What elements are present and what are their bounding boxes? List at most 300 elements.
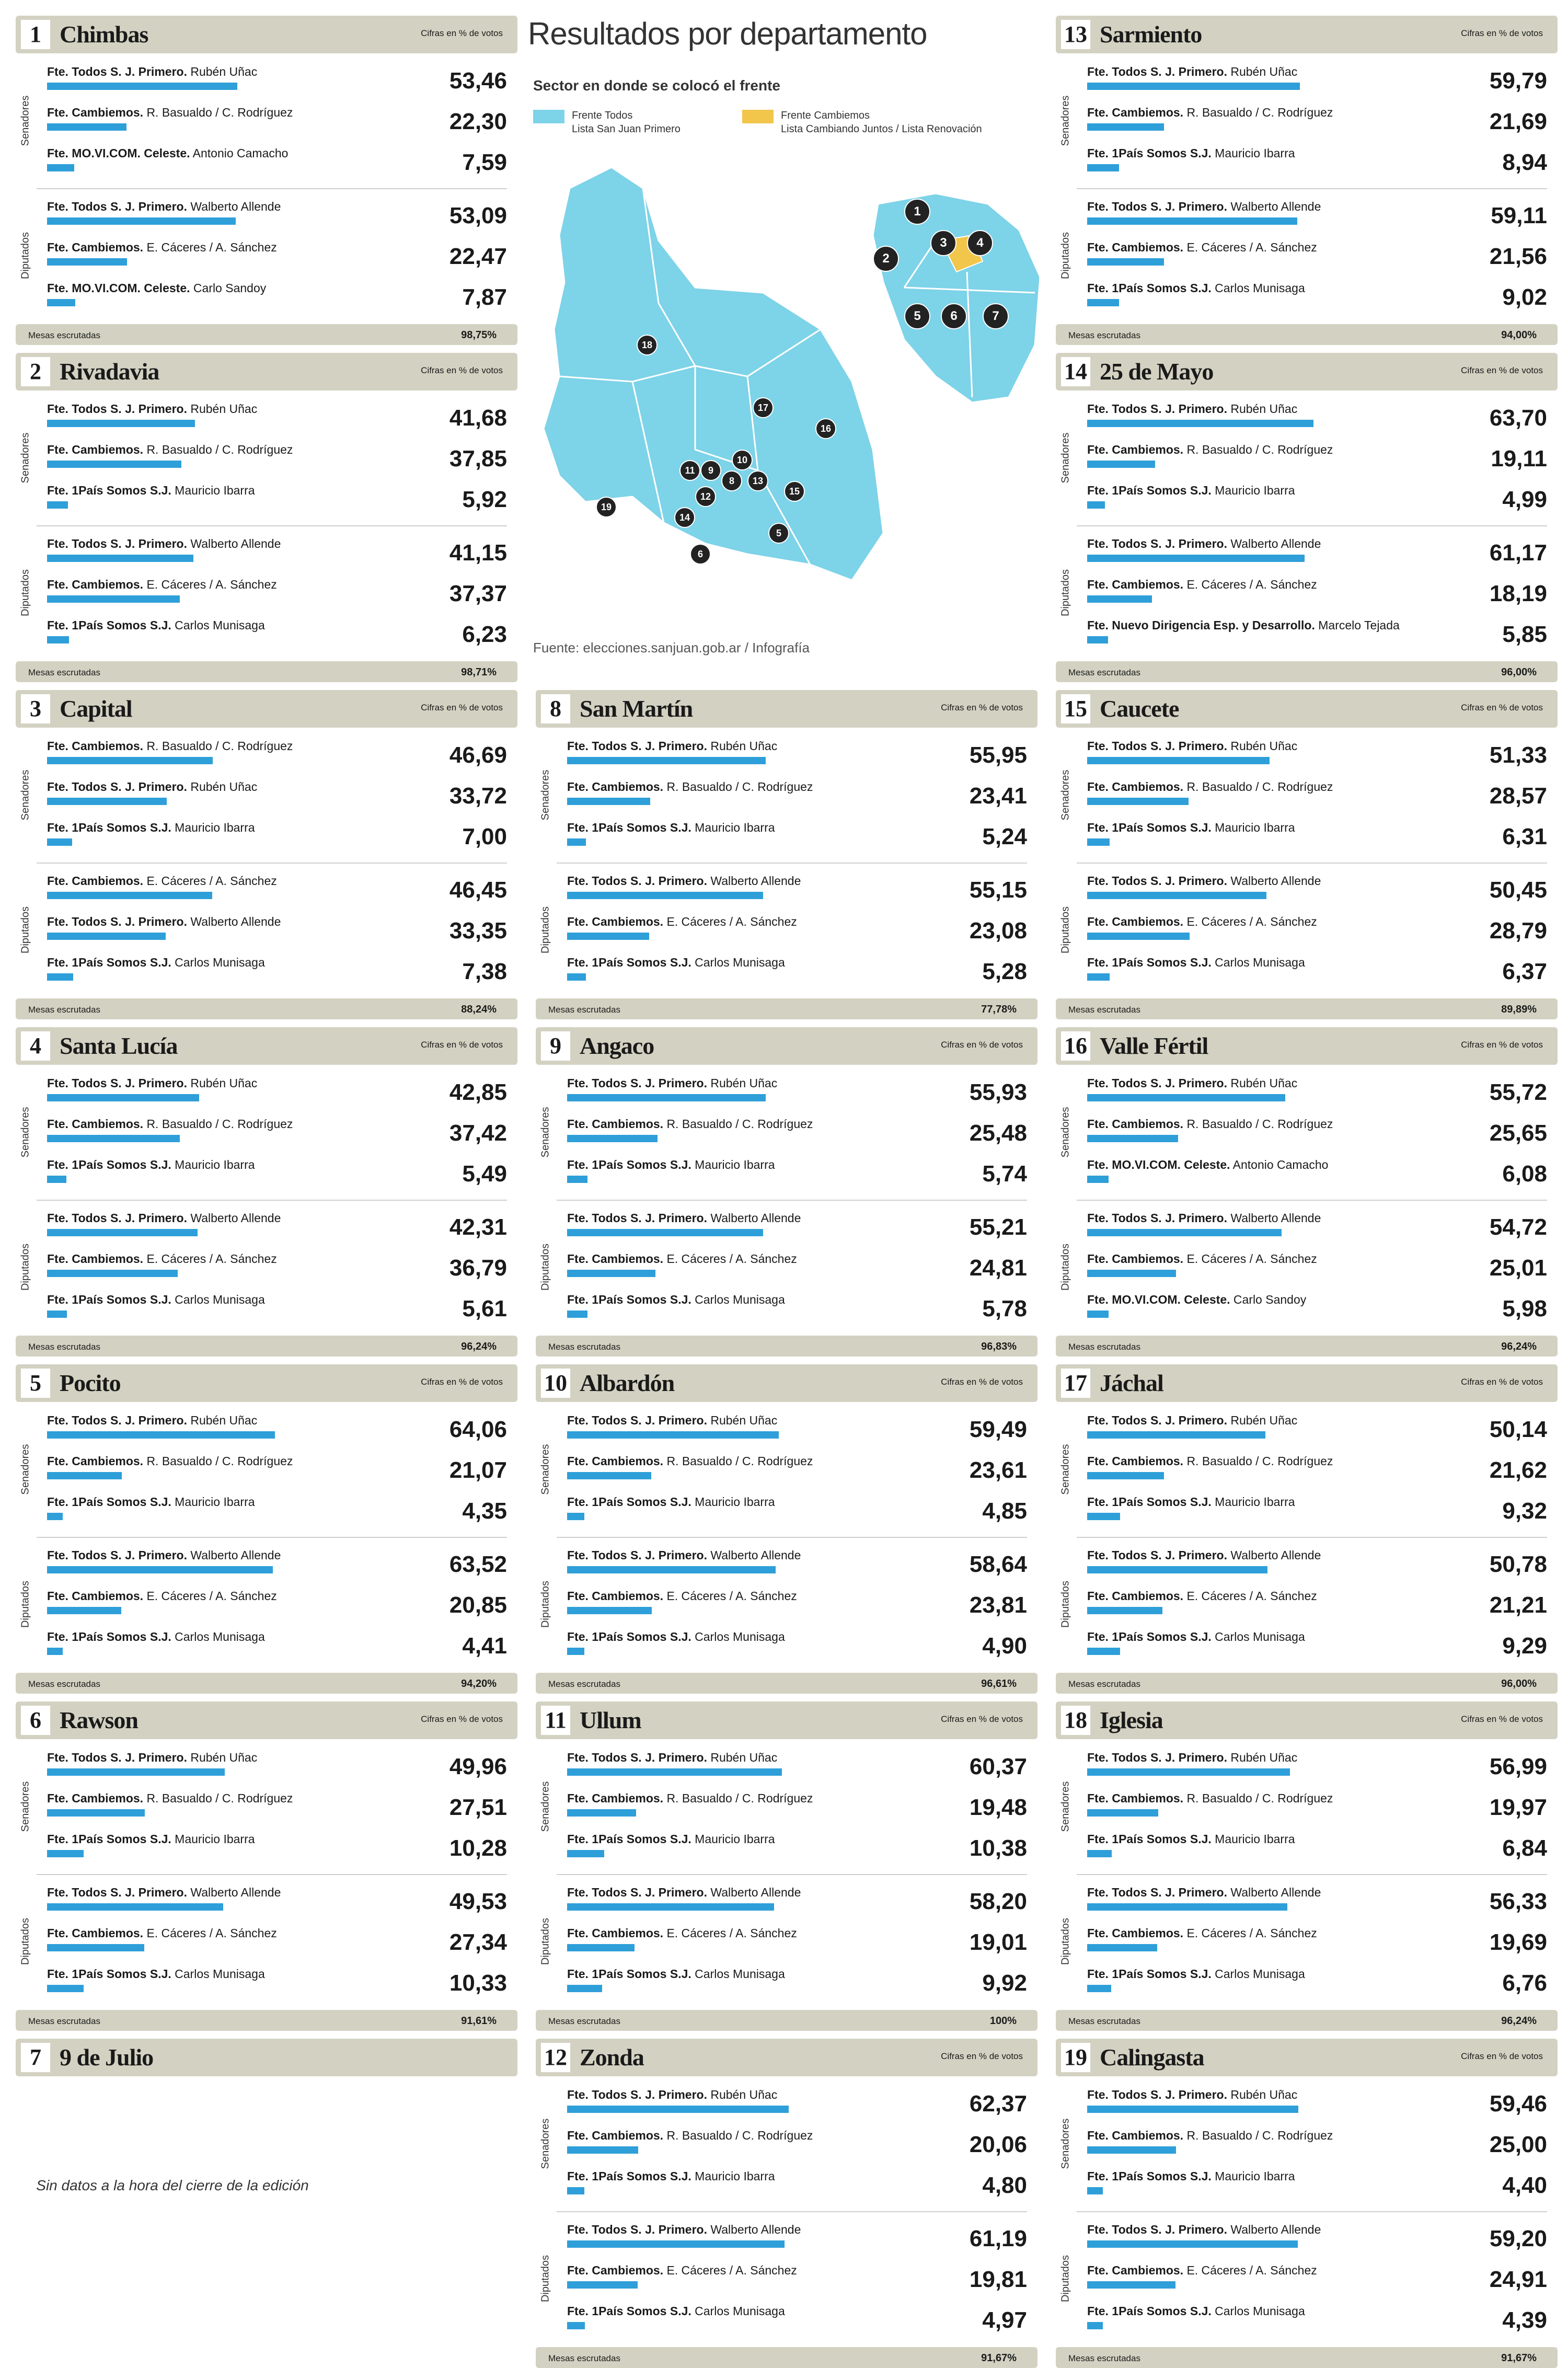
group-label xyxy=(536,863,556,997)
party-name: Fte. Cambiemos. xyxy=(567,780,664,794)
legend-cambiemos-sub: Lista Cambiando Juntos / Lista Renovación xyxy=(781,123,982,135)
group-label xyxy=(16,188,36,323)
candidate-label xyxy=(47,1454,293,1468)
group-label xyxy=(1056,1402,1076,1537)
candidate-name: E. Cáceres / A. Sánchez xyxy=(666,1926,797,1940)
result-row xyxy=(567,1293,1027,1328)
candidate-name: Carlos Munisaga xyxy=(175,618,265,632)
candidate-name: R. Basualdo / C. Rodríguez xyxy=(146,443,293,456)
cifras-label: Cifras en % de votos xyxy=(421,365,503,375)
result-row xyxy=(1087,1548,1547,1584)
group-label-text: Diputados xyxy=(19,232,31,280)
mesas-label: Mesas escrutadas xyxy=(548,1005,620,1015)
department-number: 1 xyxy=(21,20,50,49)
department-name: Zonda xyxy=(580,2044,644,2071)
party-name: Fte. Todos S. J. Primero. xyxy=(1087,1076,1227,1090)
group-label xyxy=(1056,2076,1076,2211)
result-value: 9,02 xyxy=(1502,284,1547,310)
candidate-name: E. Cáceres / A. Sánchez xyxy=(1186,578,1317,591)
candidate-label xyxy=(47,1252,277,1266)
party-name: Fte. 1País Somos S.J. xyxy=(567,1832,691,1846)
map-marker-17: 17 xyxy=(753,397,774,418)
candidate-name: Walberto Allende xyxy=(1230,537,1321,550)
result-value: 51,33 xyxy=(1489,742,1547,768)
candidate-label xyxy=(567,874,801,888)
candidate-name: Marcelo Tejada xyxy=(1318,618,1400,632)
diputados-group xyxy=(536,1537,1037,1672)
department-header xyxy=(536,1364,1037,1402)
candidate-name: Walberto Allende xyxy=(1230,200,1321,213)
result-row xyxy=(47,200,507,235)
mesas-footer xyxy=(1056,661,1558,682)
candidate-name: Antonio Camacho xyxy=(192,146,289,160)
senadores-group xyxy=(1056,53,1558,188)
candidate-name: Carlos Munisaga xyxy=(175,956,265,969)
result-bar xyxy=(567,2322,585,2329)
party-name: Fte. Cambiemos. xyxy=(1087,106,1184,119)
result-row xyxy=(47,146,507,182)
party-name: Fte. 1País Somos S.J. xyxy=(1087,821,1212,834)
result-row xyxy=(567,2263,1027,2299)
result-value: 21,62 xyxy=(1489,1457,1547,1483)
candidate-label xyxy=(567,1495,775,1509)
result-value: 24,81 xyxy=(969,1255,1027,1281)
result-value: 63,70 xyxy=(1489,405,1547,431)
result-bar xyxy=(567,1850,604,1857)
group-label xyxy=(16,525,36,660)
party-name: Fte. Cambiemos. xyxy=(567,1589,664,1603)
result-value: 22,30 xyxy=(449,109,507,134)
senadores-group xyxy=(16,1739,517,1874)
result-row xyxy=(1087,1630,1547,1665)
result-row xyxy=(1087,146,1547,182)
candidate-label xyxy=(47,443,293,457)
candidate-name: Walberto Allende xyxy=(190,915,281,928)
result-row xyxy=(47,874,507,910)
result-row xyxy=(1087,1158,1547,1193)
candidate-label xyxy=(567,1454,813,1468)
department-number: 17 xyxy=(1061,1369,1090,1398)
department-number: 5 xyxy=(21,1369,50,1398)
result-row xyxy=(1087,106,1547,141)
department-card xyxy=(1056,1027,1558,1357)
candidate-name: E. Cáceres / A. Sánchez xyxy=(1186,1926,1317,1940)
result-value: 55,95 xyxy=(969,742,1027,768)
result-row xyxy=(567,1211,1027,1247)
party-name: Fte. Cambiemos. xyxy=(1087,2263,1184,2277)
result-row xyxy=(567,1495,1027,1531)
candidate-label xyxy=(1087,578,1317,592)
candidate-label xyxy=(1087,2169,1295,2183)
party-name: Fte. Cambiemos. xyxy=(47,1926,144,1940)
candidate-name: Walberto Allende xyxy=(1230,874,1321,888)
result-row xyxy=(1087,443,1547,478)
result-row xyxy=(1087,1495,1547,1531)
candidate-label xyxy=(1087,1495,1295,1509)
group-divider xyxy=(557,1874,1027,1875)
result-bar xyxy=(567,1513,584,1520)
result-row xyxy=(567,1117,1027,1153)
result-bar xyxy=(567,1472,651,1479)
result-value: 55,93 xyxy=(969,1079,1027,1105)
group-label xyxy=(16,1537,36,1672)
department-header xyxy=(1056,1364,1558,1402)
department-card xyxy=(536,2039,1037,2368)
group-label-text: Senadores xyxy=(1059,95,1071,146)
result-bar xyxy=(1087,1566,1267,1573)
legend-cambiemos-name: Frente Cambiemos xyxy=(781,110,870,121)
department-name: Santa Lucía xyxy=(60,1032,178,1059)
group-label xyxy=(1056,390,1076,525)
candidate-name: Mauricio Ibarra xyxy=(175,484,255,497)
mesas-footer xyxy=(1056,324,1558,345)
party-name: Fte. 1País Somos S.J. xyxy=(1087,1495,1212,1509)
result-bar xyxy=(1087,798,1189,805)
candidate-name: E. Cáceres / A. Sánchez xyxy=(146,1926,277,1940)
result-value: 59,46 xyxy=(1489,2091,1547,2117)
party-name: Fte. Todos S. J. Primero. xyxy=(47,915,187,928)
map-marker-15: 15 xyxy=(784,481,805,502)
department-card xyxy=(1056,16,1558,345)
mesas-footer xyxy=(536,1336,1037,1357)
candidate-label xyxy=(47,1117,293,1131)
result-value: 23,81 xyxy=(969,1592,1027,1618)
department-name: San Martín xyxy=(580,695,693,722)
result-row xyxy=(1087,618,1547,654)
senadores-group xyxy=(16,390,517,525)
result-row xyxy=(567,1791,1027,1827)
group-label-text: Diputados xyxy=(19,1580,31,1628)
candidate-name: E. Cáceres / A. Sánchez xyxy=(666,915,797,928)
department-card xyxy=(1056,2039,1558,2368)
legend-todos-name: Frente Todos xyxy=(572,110,633,121)
san-juan-map xyxy=(538,157,1056,638)
result-row xyxy=(567,1589,1027,1625)
candidate-name: E. Cáceres / A. Sánchez xyxy=(146,874,277,888)
result-value: 7,38 xyxy=(462,959,507,984)
result-bar xyxy=(1087,501,1105,509)
candidate-name: R. Basualdo / C. Rodríguez xyxy=(146,1454,293,1468)
result-bar xyxy=(1087,258,1164,266)
candidate-name: Walberto Allende xyxy=(710,874,801,888)
result-row xyxy=(47,1117,507,1153)
map-marker-12: 12 xyxy=(695,486,716,507)
result-bar xyxy=(1087,1850,1112,1857)
result-value: 19,97 xyxy=(1489,1795,1547,1820)
party-name: Fte. Cambiemos. xyxy=(1087,1454,1184,1468)
candidate-name: E. Cáceres / A. Sánchez xyxy=(1186,1252,1317,1266)
party-name: Fte. 1País Somos S.J. xyxy=(1087,146,1212,160)
candidate-name: R. Basualdo / C. Rodríguez xyxy=(146,739,293,753)
party-name: Fte. MO.VI.COM. Celeste. xyxy=(47,146,190,160)
result-value: 49,96 xyxy=(449,1754,507,1779)
candidate-name: Carlos Munisaga xyxy=(1215,956,1305,969)
result-row xyxy=(47,65,507,100)
candidate-label xyxy=(47,1630,265,1644)
result-row xyxy=(1087,1117,1547,1153)
result-bar xyxy=(1087,1513,1120,1520)
result-value: 5,74 xyxy=(982,1161,1027,1187)
department-number: 19 xyxy=(1061,2043,1090,2072)
result-row xyxy=(47,578,507,613)
party-name: Fte. Todos S. J. Primero. xyxy=(567,739,707,753)
result-bar xyxy=(1087,164,1119,171)
party-name: Fte. Todos S. J. Primero. xyxy=(47,1413,187,1427)
candidate-label xyxy=(567,1791,813,1806)
department-name: Pocito xyxy=(60,1370,121,1396)
party-name: Fte. Cambiemos. xyxy=(567,915,664,928)
candidate-label xyxy=(567,956,785,970)
result-row xyxy=(567,821,1027,856)
diputados-group xyxy=(1056,1200,1558,1335)
candidate-label xyxy=(47,578,277,592)
mesas-label: Mesas escrutadas xyxy=(28,2016,100,2026)
result-row xyxy=(1087,1832,1547,1868)
result-bar xyxy=(567,1648,584,1655)
result-bar xyxy=(1087,2187,1103,2194)
party-name: Fte. Todos S. J. Primero. xyxy=(1087,1413,1227,1427)
result-value: 25,65 xyxy=(1489,1120,1547,1146)
department-header xyxy=(1056,1027,1558,1065)
group-label-text: Senadores xyxy=(1059,1107,1071,1158)
candidate-label xyxy=(47,402,257,416)
department-name: Rawson xyxy=(60,1707,138,1733)
group-label xyxy=(1056,2211,1076,2346)
group-label xyxy=(536,728,556,863)
result-value: 19,81 xyxy=(969,2267,1027,2292)
candidate-label xyxy=(1087,1630,1305,1644)
result-row xyxy=(1087,2088,1547,2123)
candidate-name: Carlos Munisaga xyxy=(695,1630,785,1643)
candidate-label xyxy=(47,537,281,551)
candidate-name: Carlos Munisaga xyxy=(175,1967,265,1981)
result-row xyxy=(47,443,507,478)
result-value: 61,19 xyxy=(969,2226,1027,2251)
candidate-label xyxy=(47,1293,265,1307)
candidate-name: Rubén Uñac xyxy=(1230,65,1298,78)
result-bar xyxy=(567,1431,779,1439)
candidate-name: Rubén Uñac xyxy=(190,1751,258,1764)
candidate-label xyxy=(47,281,266,295)
result-row xyxy=(567,1967,1027,2003)
cifras-label: Cifras en % de votos xyxy=(1461,703,1543,712)
result-bar xyxy=(1087,217,1297,225)
result-value: 5,28 xyxy=(982,959,1027,984)
map-source: Fuente: elecciones.sanjuan.gob.ar / Infografía xyxy=(533,640,810,656)
result-row xyxy=(47,1211,507,1247)
group-label-text: Diputados xyxy=(539,1243,551,1291)
result-row xyxy=(567,956,1027,991)
candidate-name: E. Cáceres / A. Sánchez xyxy=(666,2263,797,2277)
result-row xyxy=(567,2129,1027,2164)
party-name: Fte. Cambiemos. xyxy=(1087,780,1184,794)
result-bar xyxy=(47,1944,144,1951)
result-value: 4,99 xyxy=(1502,487,1547,512)
result-bar xyxy=(567,1135,658,1142)
result-row xyxy=(47,618,507,654)
mesas-value: 77,78% xyxy=(981,1004,1017,1015)
candidate-label xyxy=(567,915,797,929)
party-name: Fte. 1País Somos S.J. xyxy=(47,821,171,834)
result-bar xyxy=(47,595,180,603)
department-header xyxy=(536,1027,1037,1065)
result-row xyxy=(1087,1454,1547,1490)
department-card xyxy=(536,690,1037,1019)
diputados-group xyxy=(536,2211,1037,2346)
result-bar xyxy=(1087,1472,1164,1479)
map-marker-6: 6 xyxy=(941,303,967,329)
department-header xyxy=(16,2039,517,2076)
candidate-label xyxy=(1087,1886,1321,1900)
cifras-label: Cifras en % de votos xyxy=(941,2051,1023,2061)
candidate-name: Mauricio Ibarra xyxy=(695,2169,775,2183)
group-divider xyxy=(557,1200,1027,1201)
result-row xyxy=(47,1967,507,2003)
result-bar xyxy=(47,892,212,899)
result-row xyxy=(47,1886,507,1921)
group-label xyxy=(16,1065,36,1200)
result-value: 20,06 xyxy=(969,2132,1027,2157)
result-value: 22,47 xyxy=(449,244,507,269)
party-name: Fte. Cambiemos. xyxy=(47,443,144,456)
party-name: Fte. Cambiemos. xyxy=(47,1252,144,1266)
map-subtitle: Sector en donde se colocó el frente xyxy=(533,77,781,94)
result-value: 18,19 xyxy=(1489,581,1547,606)
map-marker-5: 5 xyxy=(904,303,930,329)
department-card xyxy=(536,1364,1037,1694)
department-name: Albardón xyxy=(580,1370,675,1396)
result-row xyxy=(47,1495,507,1531)
result-row xyxy=(1087,402,1547,438)
result-value: 4,40 xyxy=(1502,2172,1547,2198)
result-row xyxy=(567,915,1027,950)
result-bar xyxy=(567,1094,766,1101)
result-value: 5,78 xyxy=(982,1296,1027,1321)
result-bar xyxy=(1087,1648,1120,1655)
result-row xyxy=(1087,484,1547,519)
party-name: Fte. Todos S. J. Primero. xyxy=(567,1548,707,1562)
result-bar xyxy=(47,501,68,509)
senadores-group xyxy=(1056,1739,1558,1874)
party-name: Fte. Todos S. J. Primero. xyxy=(567,1076,707,1090)
result-row xyxy=(567,739,1027,775)
department-header xyxy=(1056,16,1558,53)
result-value: 53,09 xyxy=(449,203,507,228)
cifras-label: Cifras en % de votos xyxy=(941,1377,1023,1387)
result-bar xyxy=(1087,1229,1282,1236)
candidate-name: Walberto Allende xyxy=(1230,1548,1321,1562)
party-name: Fte. Todos S. J. Primero. xyxy=(47,402,187,416)
result-row xyxy=(47,739,507,775)
senadores-group xyxy=(16,53,517,188)
result-row xyxy=(567,1158,1027,1193)
candidate-name: E. Cáceres / A. Sánchez xyxy=(146,1252,277,1266)
result-bar xyxy=(567,1566,776,1573)
candidate-label xyxy=(1087,1252,1317,1266)
group-divider xyxy=(37,525,507,526)
result-value: 36,79 xyxy=(449,1255,507,1281)
result-bar xyxy=(1087,123,1164,131)
candidate-label xyxy=(1087,1751,1297,1765)
group-label xyxy=(1056,525,1076,660)
result-value: 41,68 xyxy=(449,405,507,431)
candidate-name: R. Basualdo / C. Rodríguez xyxy=(666,1454,813,1468)
map-marker-6b: 6 xyxy=(690,544,711,565)
result-value: 55,15 xyxy=(969,877,1027,903)
result-value: 5,61 xyxy=(462,1296,507,1321)
result-value: 64,06 xyxy=(449,1417,507,1442)
result-value: 5,92 xyxy=(462,487,507,512)
result-row xyxy=(1087,281,1547,317)
candidate-label xyxy=(567,1886,801,1900)
party-name: Fte. Todos S. J. Primero. xyxy=(1087,2223,1227,2236)
result-value: 19,48 xyxy=(969,1795,1027,1820)
candidate-name: Mauricio Ibarra xyxy=(1215,146,1295,160)
candidate-label xyxy=(1087,1791,1333,1806)
group-label-text: Senadores xyxy=(539,1444,551,1495)
result-bar xyxy=(47,1809,145,1817)
candidate-label xyxy=(1087,1293,1306,1307)
party-name: Fte. Todos S. J. Primero. xyxy=(1087,537,1227,550)
candidate-name: Mauricio Ibarra xyxy=(175,1832,255,1846)
map-marker-4: 4 xyxy=(967,230,993,256)
group-label-text: Diputados xyxy=(539,2255,551,2303)
result-row xyxy=(1087,1413,1547,1449)
candidate-label xyxy=(1087,2129,1333,2143)
result-row xyxy=(567,1252,1027,1288)
candidate-label xyxy=(1087,780,1333,794)
result-row xyxy=(1087,780,1547,815)
candidate-name: Walberto Allende xyxy=(710,1548,801,1562)
candidate-name: Rubén Uñac xyxy=(1230,1751,1298,1764)
party-name: Fte. Cambiemos. xyxy=(1087,1926,1184,1940)
result-bar xyxy=(1087,1944,1157,1951)
result-bar xyxy=(47,123,126,131)
party-name: Fte. MO.VI.COM. Celeste. xyxy=(1087,1158,1230,1171)
party-name: Fte. Todos S. J. Primero. xyxy=(47,1076,187,1090)
result-bar xyxy=(567,1607,652,1614)
mesas-value: 88,24% xyxy=(461,1004,497,1015)
department-header xyxy=(536,2039,1037,2076)
candidate-label xyxy=(1087,200,1321,214)
group-label xyxy=(16,863,36,997)
mesas-label: Mesas escrutadas xyxy=(548,2353,620,2363)
result-row xyxy=(47,1751,507,1786)
mesas-label: Mesas escrutadas xyxy=(28,330,100,340)
result-row xyxy=(567,1454,1027,1490)
mesas-value: 98,75% xyxy=(461,329,497,341)
department-header xyxy=(16,690,517,728)
group-label-text: Diputados xyxy=(539,1917,551,1965)
candidate-name: R. Basualdo / C. Rodríguez xyxy=(146,106,293,119)
party-name: Fte. 1País Somos S.J. xyxy=(567,1293,691,1306)
result-value: 46,69 xyxy=(449,742,507,768)
group-label-text: Diputados xyxy=(539,1580,551,1628)
party-name: Fte. Todos S. J. Primero. xyxy=(1087,1548,1227,1562)
result-value: 9,32 xyxy=(1502,1498,1547,1524)
map-marker-8: 8 xyxy=(721,470,742,491)
candidate-name: Mauricio Ibarra xyxy=(175,1495,255,1509)
senadores-group xyxy=(536,2076,1037,2211)
result-bar xyxy=(1087,1607,1162,1614)
diputados-group xyxy=(536,863,1037,997)
party-name: Fte. Cambiemos. xyxy=(567,1252,664,1266)
candidate-label xyxy=(567,2304,785,2318)
party-name: Fte. 1País Somos S.J. xyxy=(567,1495,691,1509)
map-marker-14: 14 xyxy=(674,507,695,528)
candidate-label xyxy=(1087,821,1295,835)
result-row xyxy=(1087,2223,1547,2258)
